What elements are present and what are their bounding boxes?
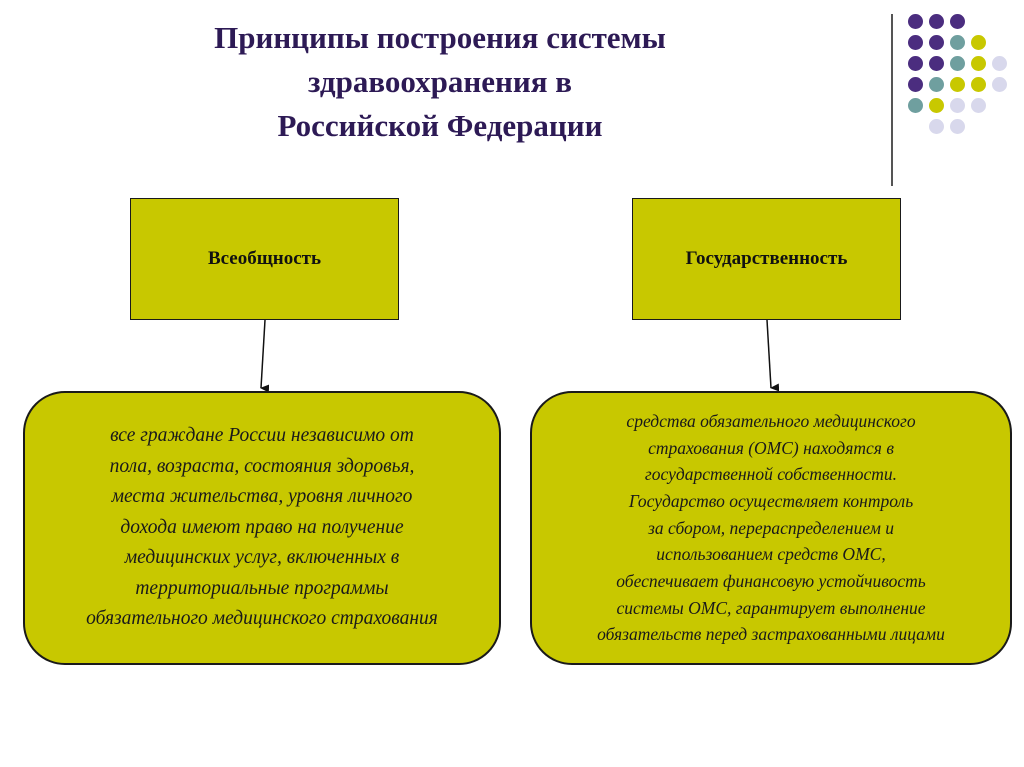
principle-label-universality: Всеобщность [207,248,322,269]
description-line: обеспечивает финансовую устойчивость [616,571,926,592]
description-line: страхования (ОМС) находятся в [648,437,894,458]
description-line: территориальные программы [135,577,389,599]
title-line-3: Российской Федерации [277,108,603,143]
description-line: дохода имеют право на получение [120,516,404,538]
arrow-statehood [767,320,771,388]
description-line: системы ОМС, гарантирует выполнение [616,597,926,618]
description-line: использованием средств ОМС, [656,544,886,565]
description-line: государственной собственности. [644,464,898,485]
description-line: все граждане России независимо от [110,424,414,446]
description-line: обязательств перед застрахованными лицами [597,624,945,645]
title-line-2: здравоохранения в [308,64,572,99]
description-text-universality [86,421,438,635]
description-box-statehood [530,391,1012,665]
arrow-universality [261,320,265,388]
description-line: пола, возраста, состояния здоровья, [109,455,415,477]
description-line: Государство осуществляет контроль [628,490,914,511]
description-line: средства обязательного медицинского [626,410,916,431]
description-line: места жительства, уровня личного [111,486,413,508]
description-line: медицинских услуг, включенных в [124,547,400,569]
description-line: обязательного медицинского страхования [86,608,438,630]
description-text-statehood [597,408,945,648]
description-line: за сбором, перераспределением и [648,517,894,538]
principle-label-statehood: Государственность [685,248,848,269]
title-line-1: Принципы построения системы [214,20,666,55]
description-box-universality [23,391,501,665]
